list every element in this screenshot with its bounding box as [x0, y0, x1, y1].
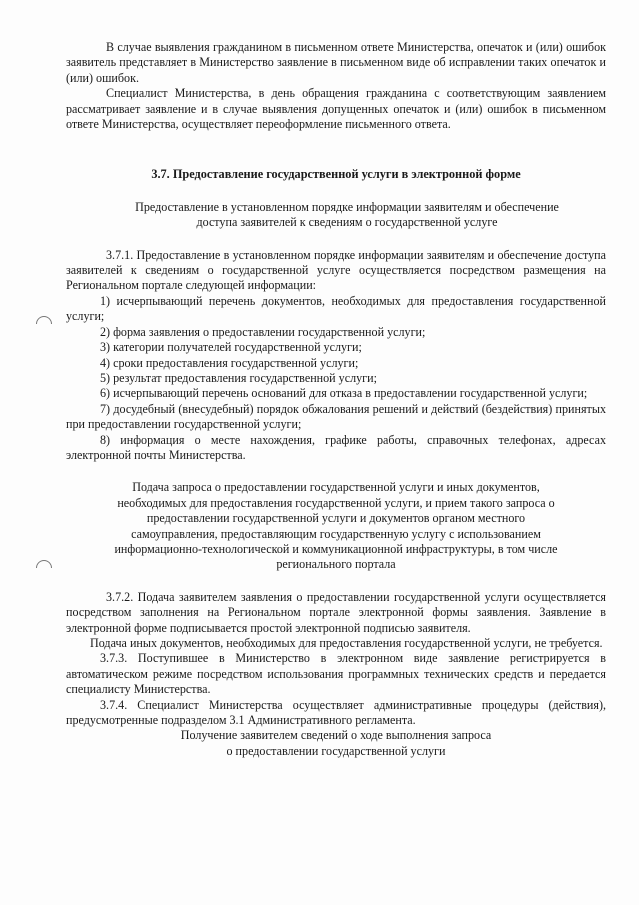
paragraph: 3.7.2. Подача заявителем заявления о предоставлении государственной услуги осуществляется посредством заполнения на Региональном портале электронной формы заявления. Заявление в электронной форме подписывается простой электронной подписью заявителя.	[66, 589, 606, 635]
paragraph: 3.7.1. Предоставление в установленном порядке информации заявителям и обеспечение доступа заявителей к сведениям о государственной услуге осуществляется посредством размещения на Региональном портале следующей информации:	[66, 247, 606, 293]
list-item: 5) результат предоставления государственной услуги;	[100, 370, 377, 385]
list-item: 7) досудебный (внесудебный) порядок обжалования решений и действий (бездействия) принятых при предоставлении государственной услуги;	[66, 401, 606, 432]
paragraph: В случае выявления гражданином в письменном ответе Министерства, опечаток и (или) ошибок заявитель представляет в Министерство заявление в письменном виде об исправлении таких опечаток и (или) ошибок.	[66, 40, 606, 85]
list-item: 4) сроки предоставления государственной услуги;	[100, 355, 359, 370]
list-item: 3) категории получателей государственной услуги;	[100, 340, 362, 355]
paragraph: 3.7.3. Поступившее в Министерство в электронном виде заявление регистрируется в автоматическом режиме посредством использования программных технических средств и передается специалисту Министерства.	[66, 651, 606, 697]
margin-mark	[36, 316, 52, 324]
margin-mark	[36, 560, 52, 568]
subheading: Предоставление в установленном порядке информации заявителям и обеспечение доступа заявителей к сведениям о государственной услуге	[135, 199, 559, 230]
list-item: 6) исчерпывающий перечень оснований для отказа в предоставлении государственной услуги;	[100, 386, 588, 401]
paragraph: Специалист Министерства, в день обращения гражданина с соответствующим заявлением рассматривает заявление и в случае выявления допущенных опечаток и (или) ошибок в письменном ответе Министерства, осуществляет переоформление письменного ответа.	[66, 86, 606, 132]
list-item: 8) информация о месте нахождения, графике работы, справочных телефонах, адресах электронной почты Министерства.	[66, 432, 606, 462]
paragraph: Подача иных документов, необходимых для предоставления государственной услуги, не требуется.	[90, 636, 603, 650]
paragraph: 3.7.4. Специалист Министерства осуществляет административные процедуры (действия), предусмотренные подразделом 3.1 Административного регламента.	[66, 697, 606, 728]
document-page	[66, 40, 606, 759]
list-item: 1) исчерпывающий перечень документов, необходимых для предоставления государственной услуги;	[66, 293, 606, 324]
list-item: 2) форма заявления о предоставлении государственной услуги;	[100, 324, 426, 339]
subheading: Получение заявителем сведений о ходе выполнения запроса о предоставлении государственной услуги	[180, 728, 492, 758]
section-heading: 3.7. Предоставление государственной услуги в электронной форме	[151, 167, 521, 182]
subheading: Подача запроса о предоставлении государственной услуги и иных документов, необходимых для предоставления государственной услуги, и прием такого запроса о предоставлении государственной услуги и документов органом местного самоуправления, предоставляющим государственную услугу с использованием информационно-технологической и коммуникационной инфраструктуры, в том числе регионального портала	[114, 480, 558, 572]
